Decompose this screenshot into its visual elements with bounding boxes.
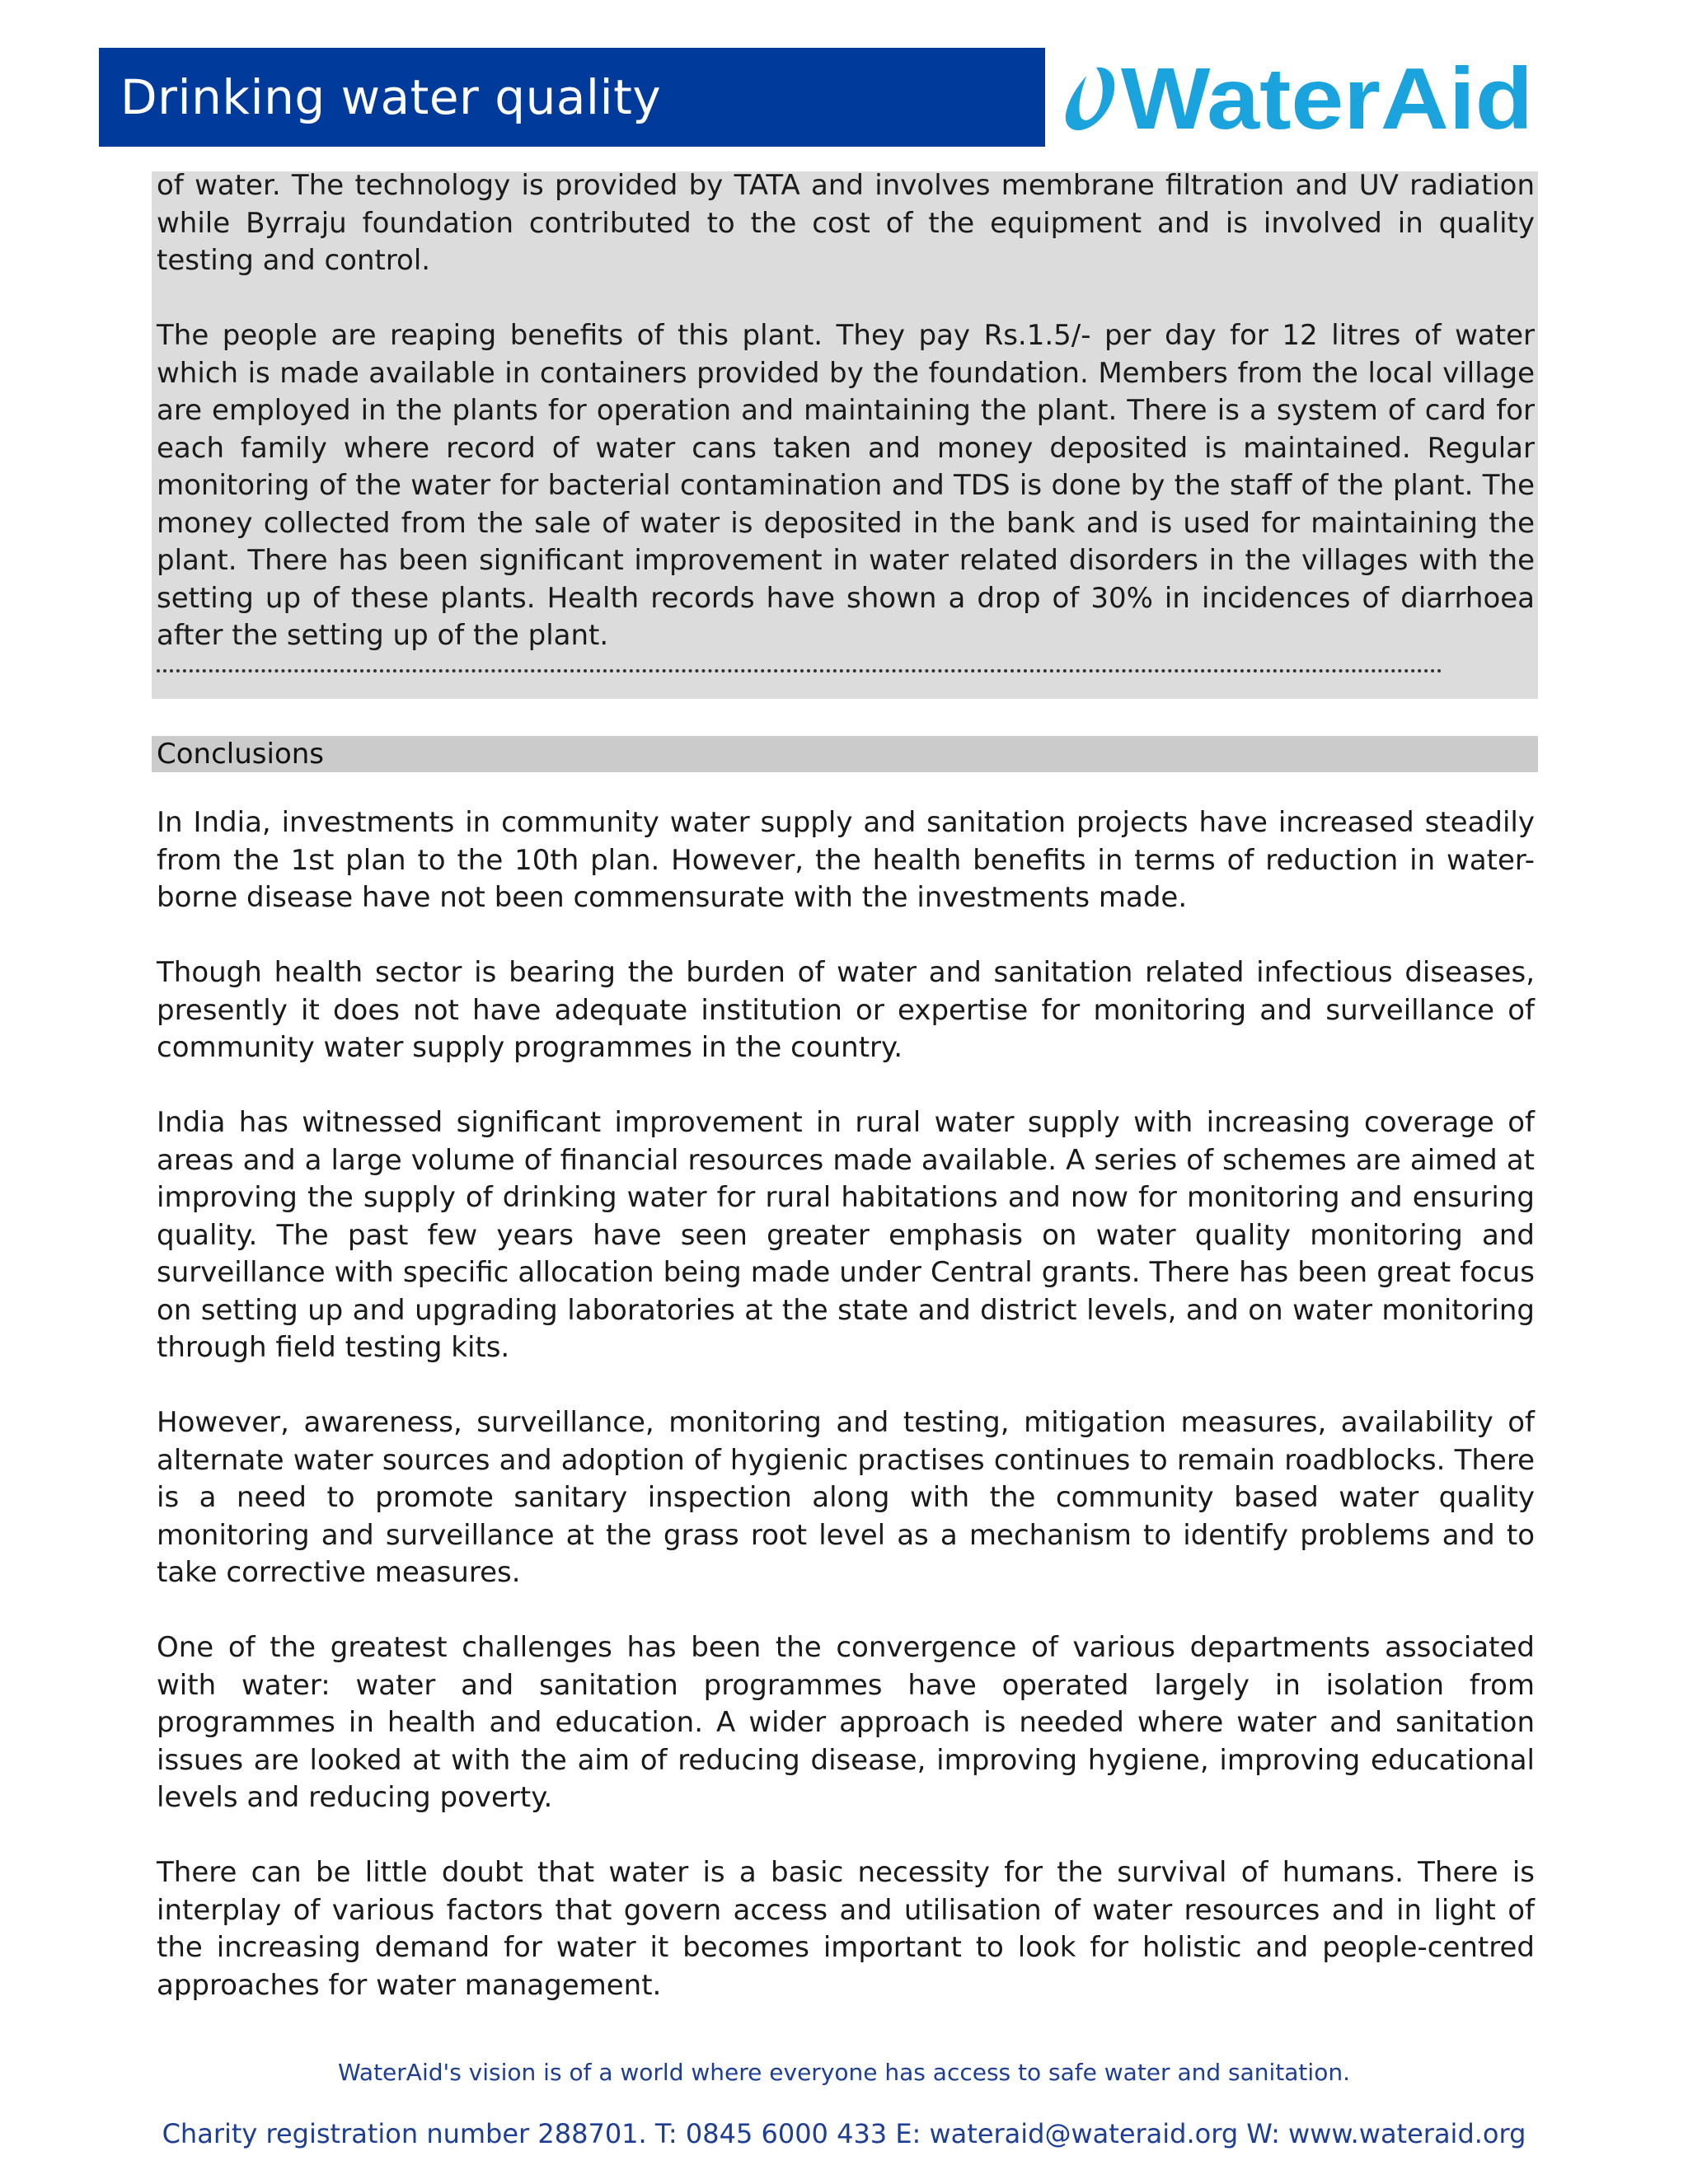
section-heading: Conclusions xyxy=(157,738,325,771)
section-heading-bar xyxy=(152,736,1538,772)
header-bar xyxy=(99,48,1045,147)
page-title: Drinking water quality xyxy=(120,69,662,125)
intro-paragraph: of water. The technology is provided by TATA and involves membrane filtration and UV radiation while Byrraju foundation contributed to the cost of the equipment and is involved in quality testing and control. xyxy=(157,169,1535,277)
intro-paragraph: The people are reaping benefits of this plant. They pay Rs.1.5/- per day for 12 litres of water which is made available in containers provided by the foundation. Members from the local village are employed in the plants for operation and maintaining the plant. There is a system of card for each family where record of water cans taken and money deposited is maintained. Regular monitoring of the water for bacterial contamination and TDS is done by the staff of the plant. The money collected from the sale of water is deposited in the bank and is used for maintaining the plant. There has been significant improvement in water related disorders in the villages with the setting up of these plants. Health records have shown a drop of 30% in incidences of diarrhoea after the setting up of the plant. xyxy=(157,319,1535,652)
intro-text xyxy=(157,167,1535,655)
wateraid-logo xyxy=(1058,43,1536,150)
conclusions-paragraph: India has witnessed significant improvement in rural water supply with increasing coverage of areas and a large volume of financial resources made available. A series of schemes are aimed at improving the supply of drinking water for rural habitations and now for monitoring and ensuring quality. The past few years have seen greater emphasis on water quality monitoring and surveillance with specific allocation being made under Central grants. There has been great focus on setting up and upgrading laboratories at the state and district levels, and on water monitoring through field testing kits. xyxy=(157,1106,1535,1364)
conclusions-paragraph: Though health sector is bearing the burden of water and sanitation related infectious diseases, presently it does not have adequate institution or expertise for monitoring and surveillance of community water supply programmes in the country. xyxy=(157,956,1535,1064)
water-drop-icon xyxy=(1066,68,1114,130)
conclusions-paragraph: There can be little doubt that water is a basic necessity for the survival of humans. There is interplay of various factors that govern access and utilisation of water resources and in light of the increasing demand for water it becomes important to look for holistic and people-centred approaches for water management. xyxy=(157,1856,1535,2002)
conclusions-paragraph: One of the greatest challenges has been the convergence of various departments associated with water: water and sanitation programmes have operated largely in isolation from programmes in health and education. A wider approach is needed where water and sanitation issues are looked at with the aim of reducing disease, improving hygiene, improving educational levels and reducing poverty. xyxy=(157,1631,1535,1814)
conclusions-paragraph: In India, investments in community water supply and sanitation projects have increased steadily from the 1st plan to the 10th plan. However, the health benefits in terms of reduction in water-borne disease have not been commensurate with the investments made. xyxy=(157,806,1535,914)
footer-vision: WaterAid's vision is of a world where everyone has access to safe water and sanitation. xyxy=(338,2059,1350,2086)
conclusions-text xyxy=(157,804,1535,2004)
conclusions-paragraph: However, awareness, surveillance, monitoring and testing, mitigation measures, availability of alternate water sources and adoption of hygienic practises continues to remain roadblocks. There is a need to promote sanitary inspection along with the community based water quality monitoring and surveillance at the grass root level as a mechanism to identify problems and to take corrective measures. xyxy=(157,1406,1535,1589)
footer-contact: Charity registration number 288701. T: 0845 6000 433 E: wateraid@wateraid.org W: www.wateraid.org xyxy=(162,2118,1526,2149)
logo-wordmark: WaterAid xyxy=(1121,50,1533,148)
dotted-separator xyxy=(157,666,1442,673)
